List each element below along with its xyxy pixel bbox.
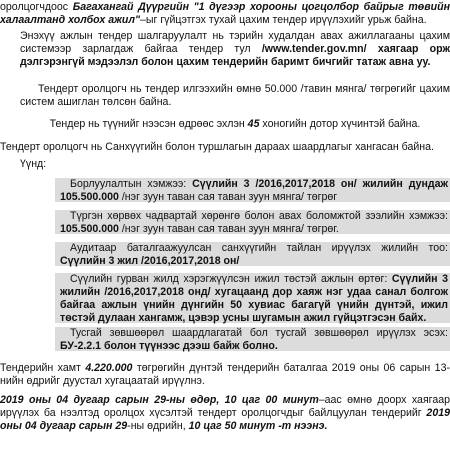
p5-post: төгрөгийн дүнтэй тендерийн баталгаа 2019 оны 06 сарын 13-нийн өдрийг дуустал хугацаатай ирүүлнэ. xyxy=(0,362,450,387)
c2-post: /нэг зуун таван сая таван зуун мянга/ төгрөг. xyxy=(118,223,339,235)
c3-pre: Аудитаар баталгаажуулсан санхүүгийн тайлан ирүүлэх жилийн тоо: xyxy=(70,242,448,254)
opening-time: 10 цаг 50 минут xyxy=(188,420,276,432)
guarantee-amount: 4.220.000 xyxy=(85,362,133,374)
c2-pre: Түргэн хөрвөх чадвартай хөрөнгө болон авах боломжтой зээлийн хэмжээ: xyxy=(70,210,448,222)
criteria-audit xyxy=(60,242,448,268)
c1-post: /нэг зуун таван сая таван зуун мянга/ төгрөг xyxy=(118,191,338,203)
validity-pre: Тендер нь түүнийг нээсэн өдрөөс эхлэн xyxy=(49,118,248,130)
fee-text: Тендерт оролцогч нь тендер илгээхийн өмнө 50.000 /тавин мянга/ төгрөгийг цахим систем ашиглан төлсөн байна. xyxy=(20,83,450,108)
c5-pre: Тусгай зөвшөөрөл шаардлагатай бол тусгай зөвшөөрөл ирүүлэх эсэх: xyxy=(70,327,448,339)
c4-bold: Сүүлийн 3 жилийн /2016,2017,2018 онд/ хугацаанд дор хаяж нэг удаа санал болгож байгаа ажлын үнийн дүнгийн 50 хувиас багагүй үнийн дүнтэй, ижил төстэй дулаан хангамж, цэвэр усны шугамын ажил гүйцэтгэсэн байх. xyxy=(60,273,448,324)
cut-off-line xyxy=(2,443,448,450)
fee-paragraph xyxy=(20,83,450,109)
criteria-liquidity xyxy=(60,210,448,236)
p6-mid: –аас өмнө доорх хаягаар ирүүлэх ба нээлтэд оролцох хүсэлтэй тендерт оролцогчдыг байлцуулан тендерийг xyxy=(0,394,450,419)
tender-system-paragraph xyxy=(20,30,450,69)
criteria-experience xyxy=(60,273,448,325)
c4-pre: Сүүлийн гурван жилд хэрэгжүүлсэн ижил төстэй ажлын өртөг: xyxy=(70,273,392,285)
p5-pre: Тендерийн хамт xyxy=(0,362,86,374)
c1-pre: Борлуулалтын хэмжээ: xyxy=(70,178,193,190)
deadline-date: 2019 оны 04 дугаар сарын 29-ны өдөр, 10 цаг 00 минут xyxy=(0,394,319,406)
opening-date: 2019 оны 04 дугаар сарын 29 xyxy=(0,407,450,432)
deadline-paragraph xyxy=(0,394,450,433)
section-label xyxy=(20,158,46,171)
c2-bold: 105.500.000 xyxy=(60,223,119,235)
criteria-sales xyxy=(60,178,448,204)
c1-bold: Сүүлийн 3 /2016,2017,2018 он/ жилийн дундаж 105.500.000 xyxy=(60,178,448,203)
validity-paragraph xyxy=(20,118,450,131)
p6-post: -т нээнэ. xyxy=(275,420,328,432)
project-title: Багахангай Дүүргийн "1 дүгээр хорооны цогцолбор байрыг төвийн халаалтанд холбох ажил" xyxy=(0,1,450,26)
p1-mid: хаягаар орж дэлгэрэнгүй мэдээлэл болон цахим тендерийн баримт бичгийг татаж авна уу. xyxy=(20,43,450,68)
requirements-paragraph xyxy=(0,141,450,154)
intro-pre: оролцогчдоос xyxy=(0,1,73,13)
tender-url-link[interactable]: /www.tender.gov.mn/ xyxy=(261,43,367,55)
c3-bold: Сүүлийн 3 жил /2016,2017,2018 он/ xyxy=(60,255,240,267)
validity-post: хоногийн дотор хүчинтэй байна. xyxy=(259,118,421,130)
intro-paragraph xyxy=(0,1,450,27)
requirements-text: Тендерт оролцогч нь Санхүүгийн болон туршлагын дараах шаардлагыг хангасан байна. xyxy=(0,141,434,153)
c5-bold: БУ-2.2.1 болон түүнээс дээш байж болно. xyxy=(60,340,278,352)
validity-days: 45 xyxy=(247,118,260,130)
p6-mid2: -ны өдрийн, xyxy=(127,420,189,432)
criteria-license xyxy=(60,327,448,353)
intro-post: –ыг гүйцэтгэх тухай цахим тендер ирүүлэхийг урьж байна. xyxy=(140,14,427,26)
guarantee-paragraph xyxy=(0,362,450,388)
p1-pre: Энэхүү ажлын тендер шалгаруулалт нь тэрийн худалдан авах ажиллагааны цахим системээр зарлагдаж байгаа тендер тул xyxy=(20,30,450,55)
section-label-text: Үүнд: xyxy=(20,158,47,170)
